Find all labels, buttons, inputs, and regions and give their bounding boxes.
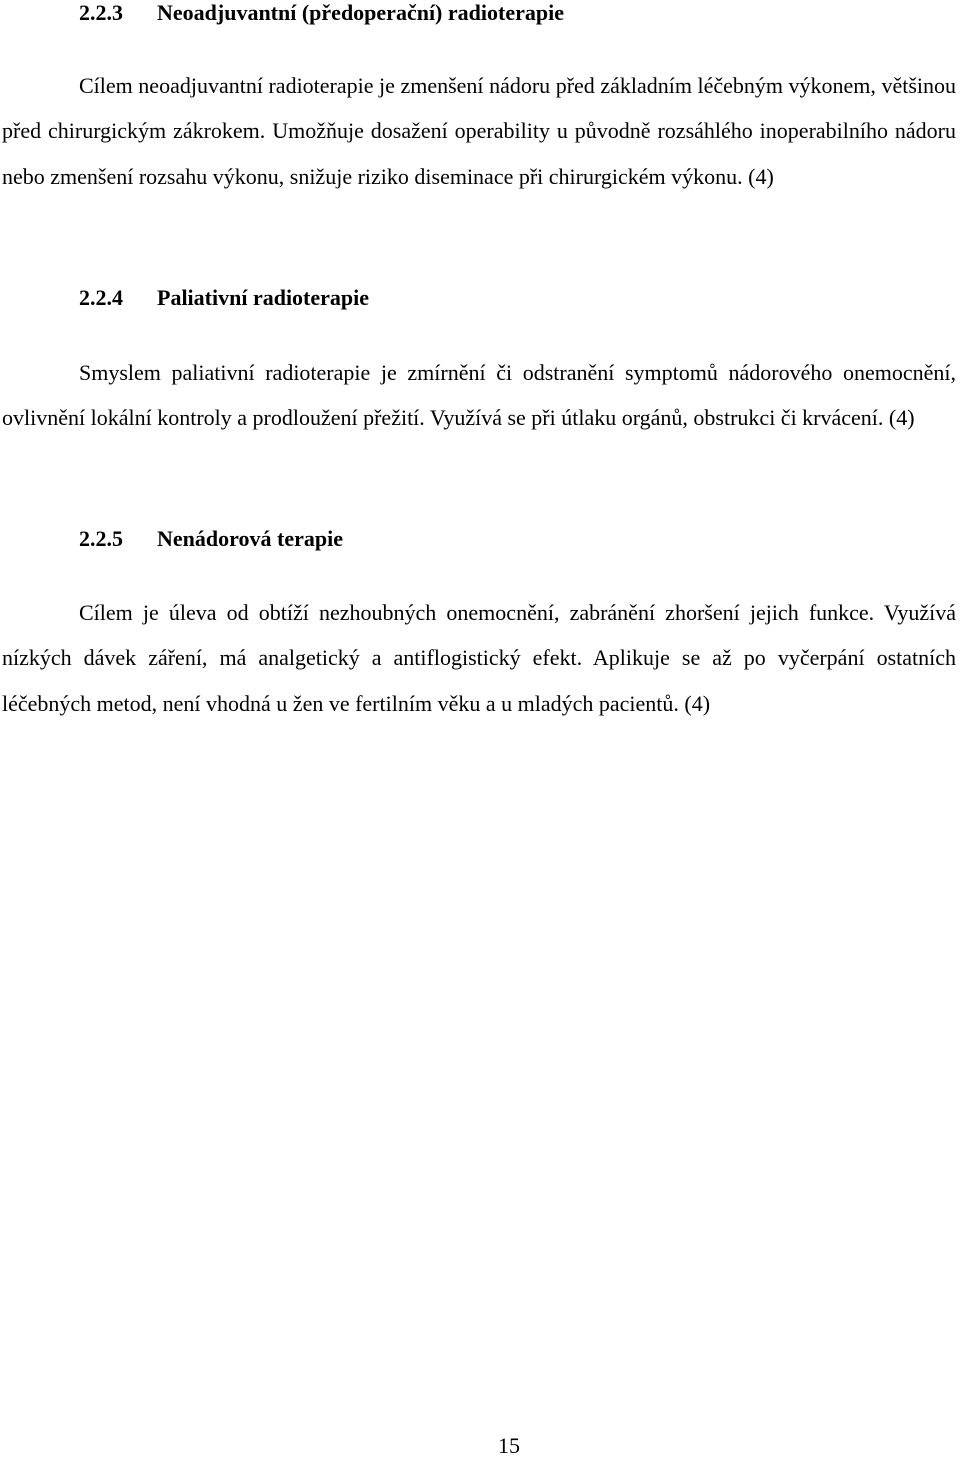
section-number: 2.2.4 — [79, 285, 123, 310]
section-title: Nenádorová terapie — [157, 526, 343, 551]
section-title: Paliativní radioterapie — [157, 285, 370, 310]
section-heading-2-2-5 — [79, 525, 343, 553]
section-paragraph-2-2-3: Cílem neoadjuvantní radioterapie je zmenšení nádoru před základním léčebným výkonem, většinou před chirurgickým zákrokem. Umožňuje dosažení operability u původně rozsáhlého inoperabilního nádoru nebo zmenšení rozsahu výkonu, snižuje riziko diseminace při chirurgickém výkonu. (4) — [2, 73, 956, 189]
section-title: Neoadjuvantní (předoperační) radioterapie — [157, 0, 564, 25]
section-paragraph-2-2-4: Smyslem paliativní radioterapie je zmírnění či odstranění symptomů nádorového onemocnění, ovlivnění lokální kontroly a prodloužení přežití. Využívá se při útlaku orgánů, obstrukci či krvácení. (4) — [2, 360, 956, 431]
section-heading-2-2-4 — [79, 284, 369, 312]
page-number: 15 — [498, 1433, 520, 1458]
section-paragraph-2-2-5: Cílem je úleva od obtíží nezhoubných onemocnění, zabránění zhoršení jejich funkce. Využívá nízkých dávek záření, má analgetický a antiflogistický efekt. Aplikuje se až po vyčerpání ostatních léčebných metod, není vhodná u žen ve fertilním věku a u mladých pacientů. (4) — [2, 600, 956, 716]
section-number: 2.2.5 — [79, 526, 123, 551]
section-number: 2.2.3 — [79, 0, 123, 25]
section-heading-2-2-3 — [79, 0, 564, 27]
